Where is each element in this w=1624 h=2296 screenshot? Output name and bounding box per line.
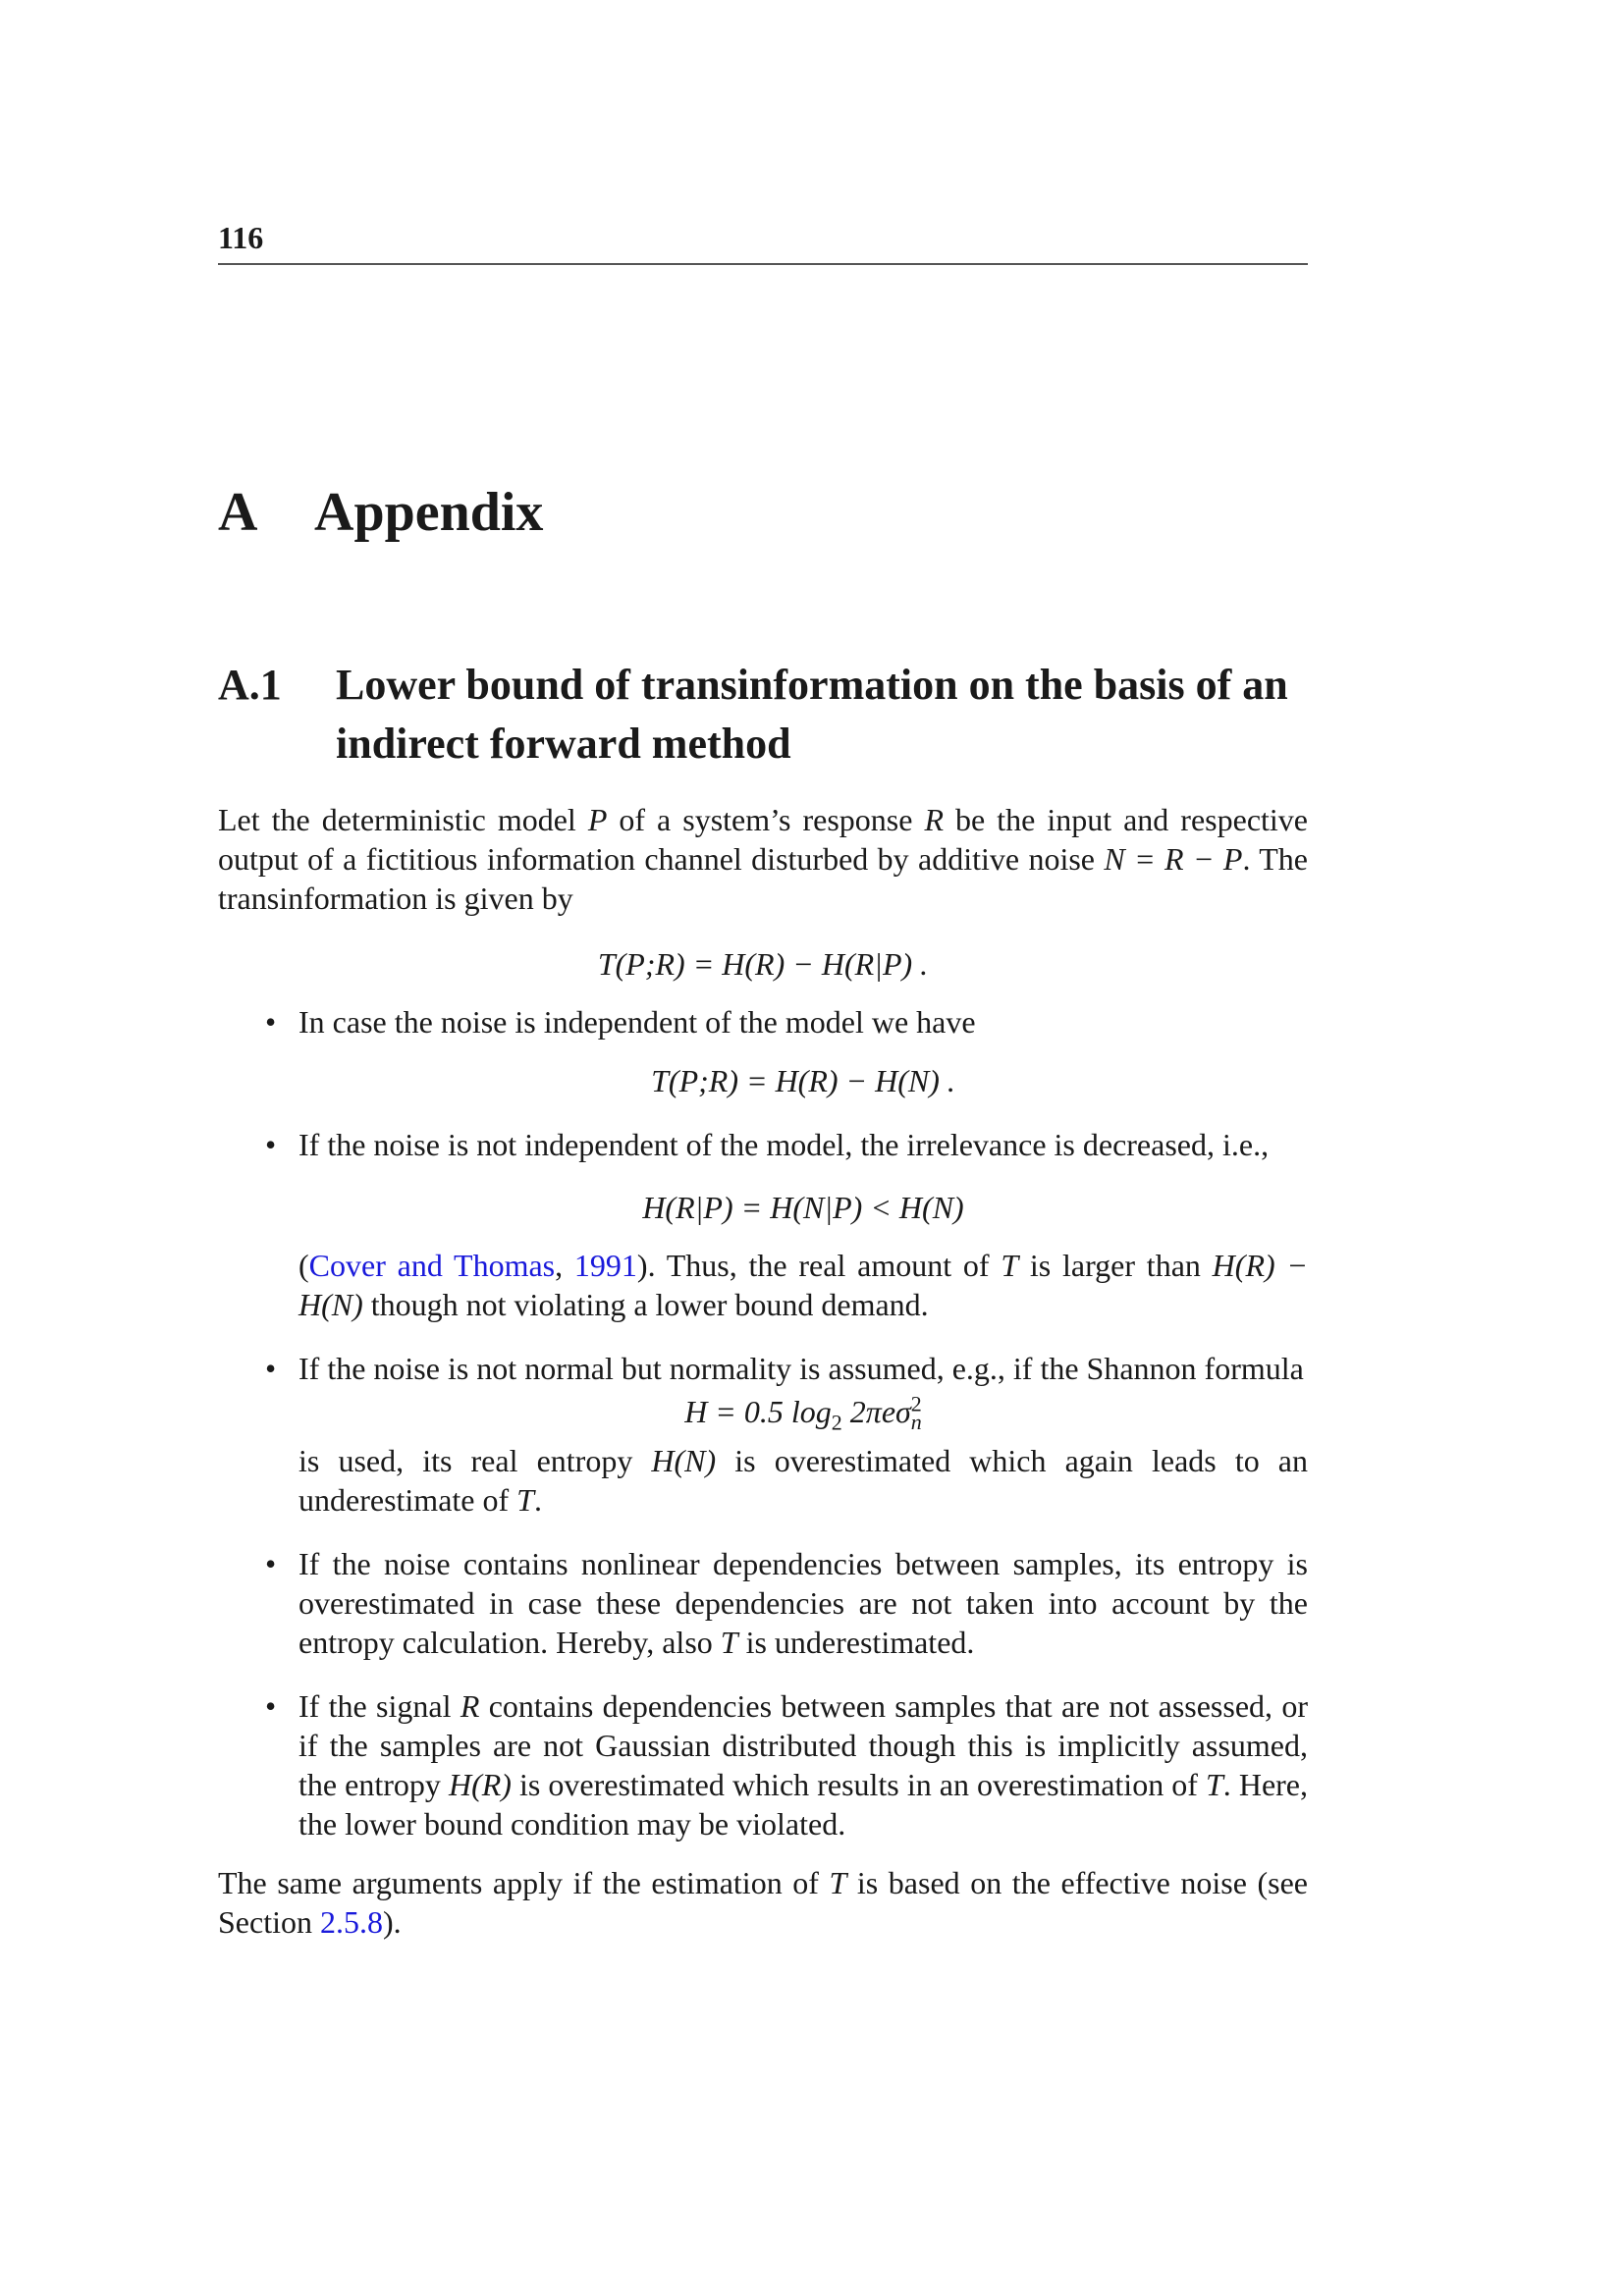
citation-link-authors[interactable]: Cover and Thomas [308, 1248, 556, 1283]
closing-var-t: T [829, 1865, 847, 1900]
bullet-text [298, 1544, 1308, 1662]
eq-rhs: 2πeσ [841, 1394, 911, 1429]
bullet-icon: • [265, 1546, 277, 1581]
bullet-text-3: is overestimated which results in an overestimation of [511, 1767, 1206, 1802]
bullet-equation: T(P;R) = H(R) − H(N) . [651, 1063, 955, 1098]
intro-text-1: Let the deterministic model [218, 802, 588, 837]
bullet-expr: H(R) [448, 1767, 512, 1802]
eq-sigma-power: 2 [910, 1391, 922, 1416]
section-title: Lower bound of transinformation on the basis of an indirect forward method [336, 661, 1288, 768]
bullet-followup [298, 1441, 1308, 1520]
intro-text-2: of a system’s response [607, 802, 925, 837]
intro-var-r: R [924, 802, 944, 837]
intro-text-4: . The transinformation is given by [218, 841, 1309, 916]
bullet-text-2: is underestimated. [737, 1625, 975, 1660]
section-number: A.1 [218, 661, 282, 709]
citation-link-year[interactable]: 1991 [573, 1248, 637, 1283]
bullet-text: In case the noise is independent of the model we have [298, 1004, 976, 1040]
bullet-list [218, 1002, 1308, 1843]
followup-text-1: ). Thus, the real amount of [636, 1248, 1001, 1283]
bullet-var-r: R [460, 1688, 480, 1724]
section-link[interactable]: 2.5.8 [319, 1904, 383, 1940]
followup-text-2: is overestimated which again leads to an underestimate of [298, 1443, 1308, 1518]
bullet-text: If the noise is not normal but normality is assumed, e.g., if the Shannon formula [298, 1351, 1304, 1386]
intro-text-3: be the input and respective output of a fictitious information channel disturbed by additive noise [218, 802, 1309, 877]
equation-transinformation: T(P;R) = H(R) − H(R|P) . [597, 946, 929, 982]
list-item [218, 1002, 1308, 1100]
bullet-var-t: T [720, 1625, 738, 1660]
followup-text-1: is used, its real entropy [298, 1443, 652, 1478]
body-text [218, 800, 1308, 1942]
bullet-text [298, 1686, 1308, 1843]
closing-text-3: ). [382, 1904, 402, 1940]
shannon-equation [298, 1391, 1308, 1435]
intro-var-p: P [587, 802, 608, 837]
paren: ( [298, 1248, 309, 1283]
bullet-text-4: . Here, the lower bound condition may be violated. [298, 1767, 1309, 1842]
followup-expr: H(R) − H(N) [298, 1248, 1309, 1322]
bullet-icon: • [265, 1688, 277, 1724]
bullet-text-2: contains dependencies between samples that are not assessed, or if the samples are not Gaussian distributed though this is implicitly assumed, the entropy [298, 1688, 1309, 1802]
eq-sigma-index: n [910, 1410, 922, 1435]
followup-text-3: though not violating a lower bound demand. [362, 1287, 929, 1322]
running-header [218, 214, 1308, 265]
followup-var-t: T [516, 1482, 534, 1518]
intro-paragraph [218, 800, 1308, 918]
bullet-equation: H(R|P) = H(N|P) < H(N) [642, 1190, 964, 1225]
eq-log-base: 2 [831, 1410, 842, 1435]
followup-text-3: . [533, 1482, 542, 1518]
followup-expr: H(N) [651, 1443, 717, 1478]
bullet-icon: • [265, 1351, 277, 1386]
followup-var-t: T [1001, 1248, 1019, 1283]
page-number: 116 [218, 220, 264, 255]
bullet-text-1: If the signal [298, 1688, 460, 1724]
eq-lhs: H = 0.5 log [684, 1394, 832, 1429]
followup-text-2: is larger than [1018, 1248, 1213, 1283]
bullet-followup [298, 1246, 1308, 1324]
list-item [218, 1349, 1308, 1520]
closing-paragraph [218, 1863, 1308, 1942]
bullet-icon: • [265, 1127, 277, 1162]
bullet-text: If the noise is not independent of the model, the irrelevance is decreased, i.e., [298, 1127, 1270, 1162]
list-item [218, 1125, 1308, 1324]
citation-separator: , [555, 1248, 574, 1283]
closing-text-1: The same arguments apply if the estimation of [218, 1865, 830, 1900]
bullet-text-1: If the noise contains nonlinear dependencies between samples, its entropy is overestimated in case these dependencies are not taken into account by the entropy calculation. Hereby, also [298, 1546, 1308, 1660]
list-item [218, 1686, 1308, 1843]
intro-noise-eq: N = R − P [1104, 841, 1243, 877]
closing-text-2: is based on the effective noise (see Section [218, 1865, 1309, 1940]
chapter-title: Appendix [314, 482, 544, 543]
bullet-icon: • [265, 1004, 277, 1040]
chapter-number: A [218, 482, 258, 543]
list-item [218, 1544, 1308, 1662]
chapter-heading [218, 481, 543, 544]
bullet-var-t: T [1205, 1767, 1223, 1802]
